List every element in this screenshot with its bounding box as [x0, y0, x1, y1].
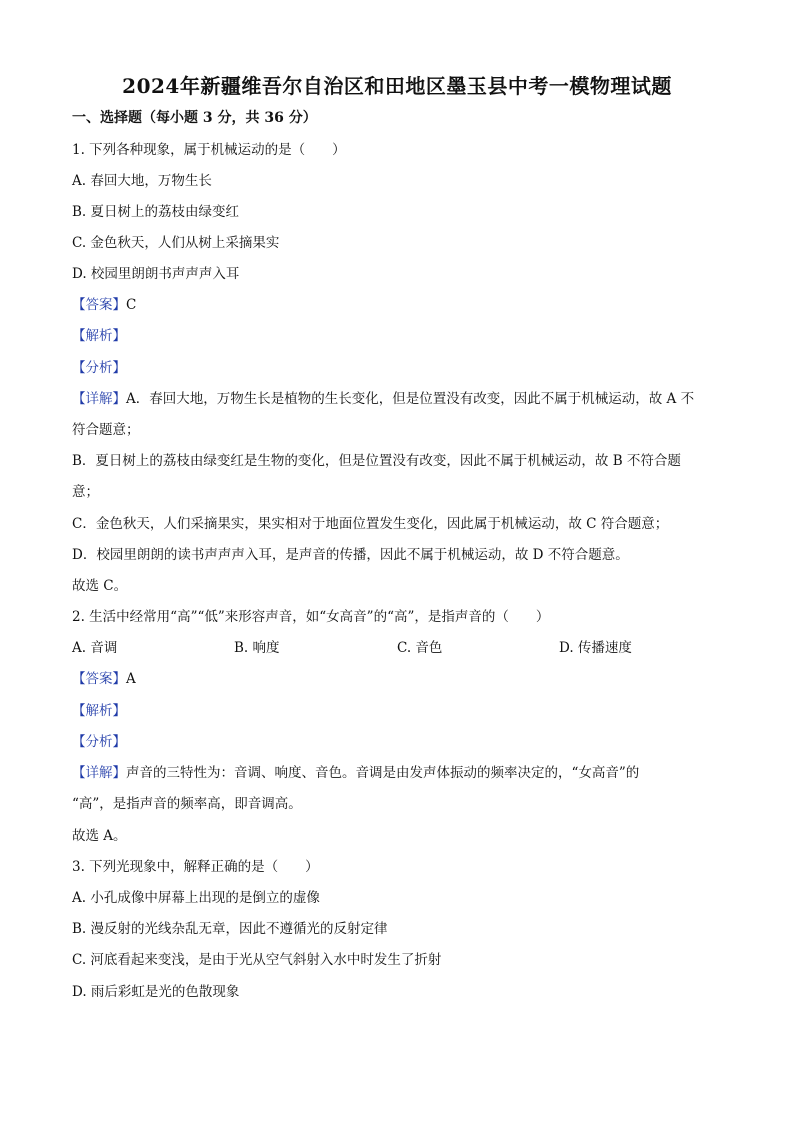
q2-detail-line-1 [72, 763, 722, 783]
q1-option-b: B. 夏日树上的荔枝由绿变红 [72, 204, 240, 220]
q2-stem: 2. 生活中经常用“高”“低”来形容声音，如“女高音”的“高”，是指声音的（ ） [72, 609, 550, 625]
q3-option-c: C. 河底看起来变浅，是由于光从空气斜射入水中时发生了折射 [72, 952, 442, 968]
q1-detail-line-1 [72, 389, 722, 409]
q2-option-a: A. 音调 [72, 640, 118, 656]
q3-option-b: B. 漫反射的光线杂乱无章，因此不遵循光的反射定律 [72, 921, 388, 937]
q2-answer [72, 669, 722, 689]
q1-option-d: D. 校园里朗朗书声声声入耳 [72, 266, 240, 282]
q2-options [72, 638, 722, 658]
q2-detail-tag: 【详解】 [72, 765, 126, 781]
q2-answer-tag: 【答案】 [72, 671, 126, 687]
q2-conclusion: 故选 A。 [72, 828, 127, 844]
q1-stem: 1. 下列各种现象，属于机械运动的是（ ） [72, 142, 346, 158]
q1-jiexi-tag: 【解析】 [72, 328, 126, 344]
q2-option-c: C. 音色 [397, 640, 443, 656]
q1-option-c: C. 金色秋天，人们从树上采摘果实 [72, 235, 280, 251]
q1-answer-value: C [126, 297, 137, 313]
q3-option-a: A. 小孔成像中屏幕上出现的是倒立的虚像 [72, 890, 320, 906]
q1-detail-1a: A．春回大地，万物生长是植物的生长变化，但是位置没有改变，因此不属于机械运动，故 A 不 [126, 391, 695, 407]
q1-answer [72, 295, 722, 315]
q2-jiexi-tag: 【解析】 [72, 703, 126, 719]
q1-detail-tag: 【详解】 [72, 391, 126, 407]
q1-detail-1b: 符合题意； [72, 422, 140, 438]
q2-option-b: B. 响度 [234, 640, 280, 656]
q3-option-d: D. 雨后彩虹是光的色散现象 [72, 984, 240, 1000]
q1-detail-4: D．校园里朗朗的读书声声声入耳，是声音的传播，因此不属于机械运动，故 D 不符合题意。 [72, 547, 629, 563]
q1-detail-3: C．金色秋天，人们采摘果实，果实相对于地面位置发生变化，因此属于机械运动，故 C 符合题意； [72, 516, 669, 532]
q1-detail-2a: B．夏日树上的荔枝由绿变红是生物的变化，但是位置没有改变，因此不属于机械运动，故 B 不符合题 [72, 453, 681, 469]
q1-answer-tag: 【答案】 [72, 297, 126, 313]
section-heading: 一、选择题（每小题 3 分，共 36 分） [72, 110, 317, 126]
q2-fenxi-tag: 【分析】 [72, 734, 126, 750]
q2-detail-1a: 声音的三特性为：音调、响度、音色。音调是由发声体振动的频率决定的，“女高音”的 [126, 765, 640, 781]
q2-detail-1b: “高”，是指声音的频率高，即音调高。 [72, 796, 302, 812]
q1-fenxi-tag: 【分析】 [72, 360, 126, 376]
q1-detail-2b: 意； [72, 484, 99, 500]
q1-conclusion: 故选 C。 [72, 578, 128, 594]
page-title: 2024年新疆维吾尔自治区和田地区墨玉县中考一模物理试题 [122, 74, 672, 98]
q2-option-d: D. 传播速度 [559, 640, 632, 656]
q2-answer-value: A [126, 671, 136, 687]
q1-option-a: A. 春回大地，万物生长 [72, 173, 212, 189]
q3-stem: 3. 下列光现象中，解释正确的是（ ） [72, 859, 319, 875]
